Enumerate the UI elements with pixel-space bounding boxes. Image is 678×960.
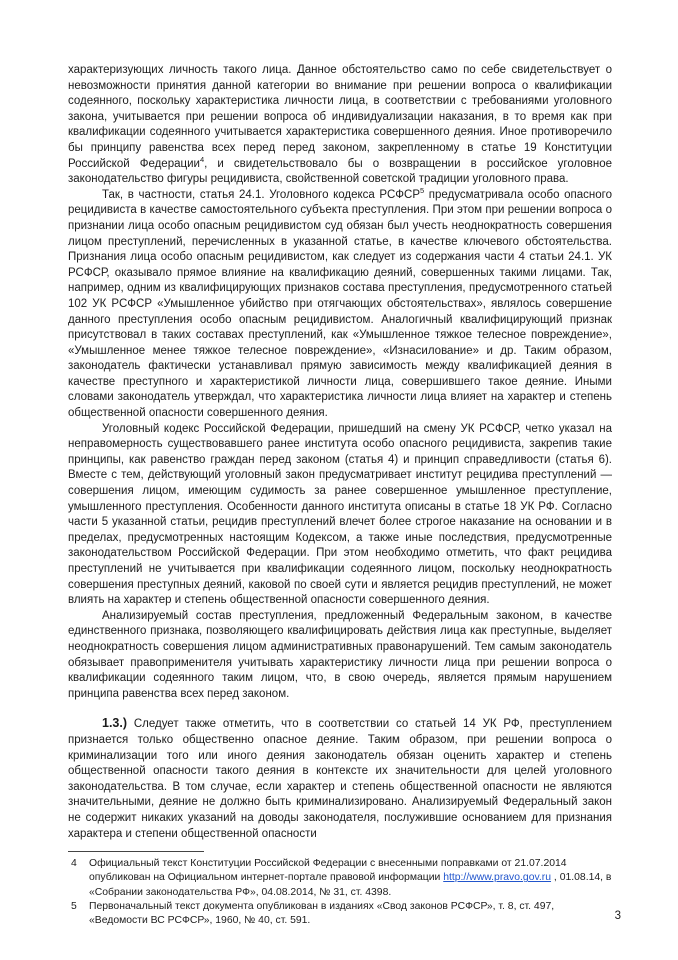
footnotes-section	[68, 857, 612, 928]
paragraph: 1.3.) Следует также отметить, что в соответствии со статьей 14 УК РФ, преступлением признается только общественно опасное деяние. Таким образом, при решении вопроса о криминализации того или иного деяния законодатель обязан оценить характер и степень общественной опасности такого деяния в контексте их значительности для целей уголовного законодательства. В том случае, если характер и степень общественной опасности не являются значительными, деяние не должно быть криминализировано. Анализируемый Федеральный закон не содержит никаких указаний на доводы законодателя, послужившие основанием для признания характера и степени общественной опасности	[68, 716, 612, 840]
footnote-text: Первоначальный текст документа опубликован в изданиях «Свод законов РСФСР», т. 8, ст. 497, «Ведомости ВС РСФСР», 1960, № 40, ст. 591.	[89, 900, 555, 926]
paragraph: Так, в частности, статья 24.1. Уголовного кодекса РСФСР$^5$ предусматривала особо опасного рецидивиста в качестве самостоятельного субъекта преступления. При этом при решении вопроса о признании лица особо опасным рецидивистом суд обязан был учесть неоднократность совершения лицом преступлений, перечисленных в указанной статье, в качестве ключевого обстоятельства. Признания лица особо опасным рецидивистом, как следует из содержания части 4 статьи 24.1. УК РСФСР, оказывало прямое влияние на квалификацию деяний, совершенных такими лицами. Так, например, одним из квалифицирующих признаков состава преступления, предусмотренного статьей 102 УК РСФСР «Умышленное убийство при отягчающих обстоятельствах», являлось совершение данного преступления особо опасным рецидивистом. Аналогичный квалифицирующий признак присутствовал в таких составах преступлений, как «Умышленное тяжкое телесное повреждение», «Умышленное менее тяжкое телесное повреждение», «Изнасилование» и др. Таким образом, законодатель фактически устанавливал прямую зависимость между квалификацией деяния в качестве преступного и характеристикой личности лица, совершившего такое деяние. Иными словами законодатель утверждал, что характеристика личности лица влияет на характер и степень общественной опасности совершенного деяния.	[68, 185, 612, 420]
footnote-separator	[68, 851, 204, 852]
footnote-reference: 5	[420, 185, 425, 195]
section-number: 1.3.)	[102, 716, 128, 731]
footnote	[68, 900, 612, 928]
footnote-number: 5	[71, 900, 77, 912]
footnote-number: 4	[71, 858, 77, 870]
hyperlink[interactable]: http://www.pravo.gov.ru	[443, 872, 552, 884]
footnote-text: Официальный текст Конституции Российской Федерации с внесенными поправками от 21.07.2014 опубликован на Официальном интернет-портале правовой информации http://www.pravo.gov.ru , 01.08.14, в «Собрании законодательства РФ», 04.08.2014, № 31, ст. 4398.	[89, 858, 612, 898]
paragraph: Уголовный кодекс Российской Федерации, пришедший на смену УК РСФСР, четко указал на неправомерность существовавшего ранее института особо опасного рецидивиста, закрепив такие принципы, как равенство граждан перед законом (статья 4) и принцип справедливости (статья 6). Вместе с тем, действующий уголовный закон предусматривает институт рецидива преступлений — совершения лицом, имеющим судимость за ранее совершенное умышленное преступление, умышленного преступления. Особенности данного института описаны в статье 18 УК РФ. Согласно части 5 указанной статьи, рецидив преступлений влечет более строгое наказание на основании и в пределах, предусмотренных настоящим Кодексом, а также иные последствия, предусмотренные законодательством Российской Федерации. При этом необходимо отметить, что факт рецидива преступлений не учитывается при квалификации содеянного лицом, поскольку неоднократность совершения преступных деяний, каковой по своей сути и является рецидив преступлений, не может влиять на характер и степень общественной опасности совершенного деяния.	[68, 422, 612, 607]
paragraph: характеризующих личность такого лица. Данное обстоятельство само по себе свидетельствует о невозможности принятия данной категории во внимание при решении вопроса о квалификации содеянного, поскольку характеристика личности лица, в соответствии с требованиями уголовного закона, учитывается при решении вопроса об индивидуализации наказания, в то время как при квалификации содеянного учитывается характеристика совершенного деяния. Иное противоречило бы принципу равенства всех перед перед законом, закрепленному в статье 19 Конституции Российской Федерации$^4$, и свидетельствовало бы о возвращении в российское уголовное законодательство фигуры рецидивиста, свойственной советской традиции уголовного права.	[68, 64, 612, 186]
page-number: 3	[614, 910, 621, 922]
footnote	[68, 857, 612, 900]
document-body	[68, 63, 612, 842]
footnote-reference: 4	[199, 154, 205, 164]
paragraph: Анализируемый состав преступления, предложенный Федеральным законом, в качестве единственного признака, позволяющего квалифицировать действия лица как преступные, выделяет неоднократность совершения лицом административных правонарушений. Тем самым законодатель обязывает правоприменителя учитывать характеристику личности лица при решении вопроса о квалификации содеянного таким лицом, что, в свою очередь, является прямым нарушением принципа равенства всех перед законом.	[68, 609, 612, 700]
